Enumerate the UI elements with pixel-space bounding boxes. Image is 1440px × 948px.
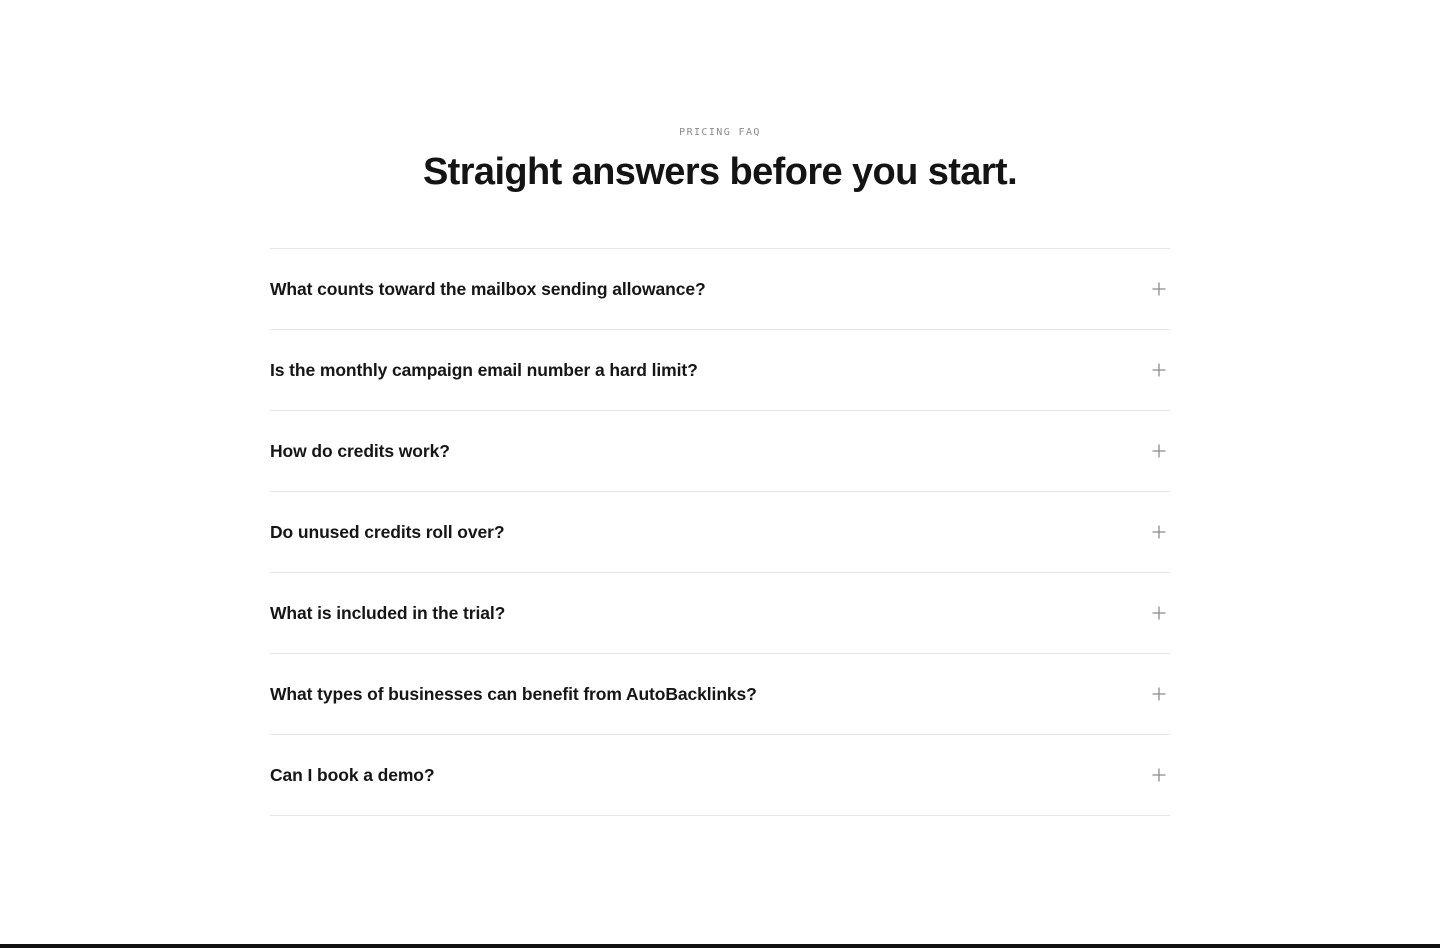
faq-item-trial[interactable]	[270, 573, 1170, 654]
plus-icon[interactable]	[1149, 603, 1169, 623]
faq-question: Do unused credits roll over?	[270, 522, 505, 542]
section-headline: Straight answers before you start.	[422, 151, 1018, 193]
plus-icon[interactable]	[1149, 360, 1169, 380]
faq-question: What is included in the trial?	[270, 603, 506, 623]
faq-item-rollover[interactable]	[270, 492, 1170, 573]
faq-list	[270, 248, 1170, 816]
faq-item-mailbox-allowance[interactable]	[270, 249, 1170, 330]
plus-icon[interactable]	[1149, 765, 1169, 785]
faq-question: Is the monthly campaign email number a hard limit?	[270, 360, 698, 380]
footer-edge	[0, 944, 1440, 948]
plus-icon[interactable]	[1149, 279, 1169, 299]
faq-item-demo[interactable]	[270, 735, 1170, 816]
faq-item-hard-limit[interactable]	[270, 330, 1170, 411]
plus-icon[interactable]	[1149, 684, 1169, 704]
faq-item-credits[interactable]	[270, 411, 1170, 492]
faq-question: What counts toward the mailbox sending allowance?	[270, 279, 706, 299]
faq-question: What types of businesses can benefit from AutoBacklinks?	[270, 684, 757, 704]
faq-item-business-types[interactable]	[270, 654, 1170, 735]
plus-icon[interactable]	[1149, 522, 1169, 542]
plus-icon[interactable]	[1149, 441, 1169, 461]
section-eyebrow: PRICING FAQ	[679, 127, 761, 138]
faq-question: Can I book a demo?	[270, 765, 435, 785]
faq-question: How do credits work?	[270, 441, 450, 461]
